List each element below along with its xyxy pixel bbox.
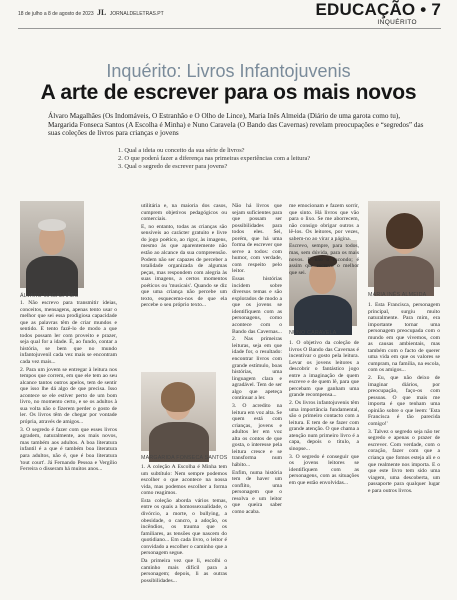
caption-alvaro: ÁLVARO MAGALHÃES <box>20 293 79 299</box>
column-1 <box>20 300 117 598</box>
paragraph: Da primeira vez que li, escolhi o caminho mais difícil para a personagem; depois, li as outras possibilidades... <box>141 558 227 584</box>
question-item: 3. Qual o segredo de escrever para jovens? <box>118 163 228 171</box>
paragraph: 1. Esta Francisca, personagem principal, surgiu muito naturalmente. Para mim, era importante tornar uma personagem preocupada com o mundo em que vivemos, com as causas ambientais, mas também com o facto de querer uma vida em que os valores se cumpram, na família, na escola, com os amigos... <box>368 302 440 374</box>
photo-margarida <box>141 372 216 451</box>
column-3 <box>232 203 282 598</box>
paragraph: 2. Para um jovem se entregar à leitura nos tempos que correm, em que ele tem ao seu alcance tantos outros apelos, tem de sentir que isso lhe dá algo de que precisa. Isso acontece se ele estiver perto de um bom livro, no momento certo, e se os adultos à sua volta não o fizerem perder o gosto de ler. Os livros têm de chegar por vontade própria, através de amigos... <box>20 366 117 426</box>
column-5 <box>368 302 440 598</box>
paragraph: 2. Eu, que não deixo de imaginar diários, por preocupação, faço-os com pessoas. O que mais me importa é que tenham uma opinião sobre o que leem: 'Esta Francisca é tão parecida comigo!' <box>368 375 440 428</box>
question-list <box>118 147 418 172</box>
caption-maria: MARIA INÊS ALMEIDA <box>368 292 427 298</box>
header-rule <box>18 28 441 29</box>
column-4-top <box>289 203 359 276</box>
paragraph: Enfim, numa história tem de haver um conflito, uma personagem que o resolva e um leitor que queira saber como acaba. <box>232 469 282 515</box>
caption-nuno: NUNO CARAVELA <box>289 330 337 336</box>
paragraph: 3. O segredo é conseguir que os jovens leitores se identifiquem com as personagens, com as situações em que estão envolvidas... <box>289 453 359 486</box>
column-2-bottom <box>141 464 227 598</box>
paragraph: Essas histórias incidem sobre diversos temas e são explorados de modo a que os jovens se identifiquem com as personagens, como acontece com o Bando das Cavernas... <box>232 276 282 335</box>
paragraph: utilitária e, na maioria dos casos, cumprem objetivos pedagógicos ou comerciais. <box>141 203 227 223</box>
article-kicker: Inquérito: Livros Infantojuvenis <box>106 61 351 81</box>
question-item: 1. Qual a ideia ou conceito da sua série de livros? <box>118 147 245 154</box>
site-name: JORNALDELETRAS.PT <box>109 11 164 17</box>
paragraph: 2. Nas primeiras leituras, seja em que idade for, o resultado: encontrar livros com grande estímulo, boas histórias, uma linguagem clara e agradável. Tem de ser algo que apeteça continuar a ler. <box>232 336 282 402</box>
header-date-line <box>18 8 164 17</box>
paragraph: 3. O acredito na leitura em voz alta. Se quem está com crianças, jovens e adultos ler em voz alta os contos de que gosta, o interesse pela leitura cresce e se transforma num hábito... <box>232 402 282 468</box>
photo-maria <box>368 201 440 287</box>
question-item: 2. O que poderá fazer a diferença nas primeiras experiências com a leitura? <box>118 155 311 163</box>
paragraph: 3. O segredo é fazer com que esses livros agradem, naturalmente, aos mais novos, mas também aos adultos. A boa literatura infantil é a que é também boa literatura para adultos, não é, que é boa literatura 'tout court'. Já Fernando Pessoa e Vergílio Ferreira o disseram há muitos anos... <box>20 426 117 473</box>
column-2-top <box>141 203 227 369</box>
caption-margarida: MARGARIDA FONSECA SANTOS <box>141 455 228 461</box>
column-4-bottom <box>289 340 359 598</box>
section-title: EDUCAÇÃO • 7 <box>315 0 441 19</box>
paragraph: 1. A coleção A Escolha é Minha tem um subtítulo: Nem sempre podemos escolher o que acontece na nossa vida, mas podemos escolher a forma como reagimos. <box>141 464 227 497</box>
paragraph: Esta coleção aborda vários temas, entre os quais a homossexualidade, o divórcio, a morte, o bullying, a obesidade, o cancro, a adoção, os incêndios, os trauma que os familiares, as tensões que nascem do quotidiano... Em cada livro, o leitor é convidado a escolher o caminho que a personagem segue. <box>141 497 227 557</box>
paragraph: me emocionam e fazem sorrir, que sinto. Há livros que vão para o lixo. Se me aborrecem, não consigo obrigar outros a lê-los. Os leitores, por vezes, sabem-no ao virar a página. <box>289 203 359 242</box>
issue-date: 18 de julho a 8 de agosto de 2023 <box>18 11 94 17</box>
photo-alvaro <box>20 201 84 288</box>
brand-logo: JL <box>97 8 107 17</box>
article-intro: Álvaro Magalhães (Os Indomáveis, O Estranhão e O Olho de Lince), Maria Inês Almeida (Diário de uma garota como tu), Margarida Fonseca Santos (A Escolha é Minha) e Nuno Caravela (O Bando das Cavernas) revelam preocupações e “segredos” das suas coleções de livros para crianças e jovens <box>48 112 424 138</box>
article-headline: A arte de escrever para os mais novos <box>40 81 417 104</box>
paragraph: E, no entanto, todas as crianças são sensíveis ao carácter gratuito e livre do jogo poético, ao rigor, às imagens, mesmo às que aparentemente não estão ao alcance da sua compreensão. Podem não ser capazes de perceber a totalidade organizada de algumas peças, mas respondem com alegria às suas imagens, a certos momentos poéticos ou 'musicais'. Quando se diz que uma criança não percebe um texto, esquecemo-nos de que ela percebe o seu próprio texto... <box>141 223 227 309</box>
paragraph: 3. Talvez o segredo seja não ter segredo e apenas o prazer de escrever. Com verdade, com o coração, fazer com que a criança que fomos esteja ali e o que realmente nos importa. E o que este livro tem sido uma viagem, uma descoberta, um passaporte para qualquer lugar e para outros livros. <box>368 428 440 494</box>
paragraph: 1. O objetivo da coleção de livros O Bando das Cavernas é incentivar o gosto pela leitura. Levar os jovens leitores a descobrir o fantástico jogo entre a imaginação de quem escreve e de quem lê, para que percebam que ganham uma grande recompensa... <box>289 340 359 399</box>
paragraph: Não há livros que sejam suficientes para que possam ser possibilidades para todos eles. Sei, porém, que há uma forma de escrever que serve a todos: com humor, com verdade, com respeito pelo leitor. <box>232 203 282 275</box>
section-subtitle: INQUÉRITO <box>377 19 417 26</box>
paragraph: 2. Os livros infantojuvenis têm uma importância fundamental, são o primeiro contacto com a leitura. E tem de se fazer com grande atenção. O que chama a atenção num primeiro livro é a capa, depois o título, a sinopse... <box>289 400 359 452</box>
paragraph: Escrevo, sempre, para todos, mas, sem dúvida, para os mais novos. E não o escondo; é assim que escrevo o melhor que sei. <box>289 243 359 276</box>
paragraph: 1. Não escrevo para transmitir ideias, conceitos, mensagens, apenas tento usar o melhor que sei essa prodigiosa capacidade que as palavras têm de criar mundos e sentido. E tento fazê-lo de modo a que todos possam ler com proveito e prazer, seja qual for a idade. É, ao fundo, contar a história, se bem que no mundo infantojuvenil cada vez mais se encontram cada vez mais... <box>20 300 117 365</box>
